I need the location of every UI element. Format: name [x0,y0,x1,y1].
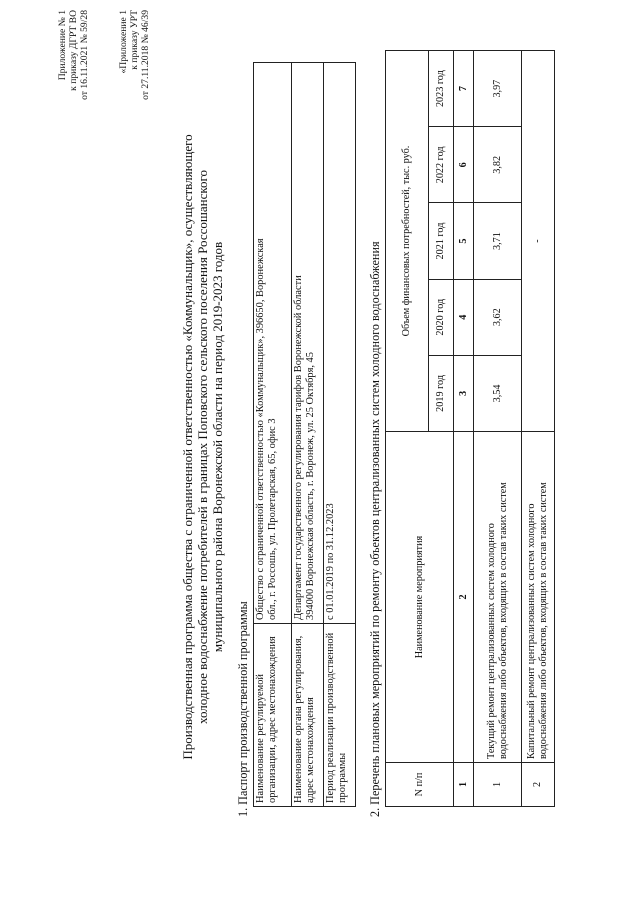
title-line: муниципального района Воронежской области на период 2019-2023 годов [210,241,225,653]
appendix-old-line: «Приложение 1 [118,10,129,74]
passport-label-line: Наименование регулируемой [255,674,266,803]
passport-row [292,63,324,807]
measures-table [385,50,555,807]
index-cell: 4 [454,279,474,355]
appendix-current-line: от 16.11.2021 № 59/28 [79,10,90,100]
col-need-header: Объем финансовых потребностей, тыс. руб. [386,51,429,432]
passport-row [324,63,356,807]
col-name-header: Наименование мероприятия [386,432,454,763]
passport-label-line: Период реализации производственной [325,632,336,803]
measure-name [522,432,555,763]
passport-label-line: адрес местонахождения [305,697,316,803]
year-header: 2020 год [429,279,454,355]
measures-heading: 2. Перечень плановых мероприятий по ремонту объектов централизованных систем холодного водоснабжения [368,241,382,817]
measure-name [474,432,522,763]
measure-name-line: Капитальный ремонт централизованных систем холодного [526,503,537,759]
year-header: 2022 год [429,127,454,203]
passport-value [254,63,292,624]
passport-value-line: обл., г. Россошь, ул. Пролетарская, 65, офис 3 [267,418,278,620]
passport-label [324,624,356,807]
passport-heading: 1. Паспорт производственной программы [236,601,250,817]
passport-value [324,63,356,624]
document-title [180,97,225,797]
measure-value: 3,82 [474,127,522,203]
measure-num: 1 [474,763,522,807]
appendix-current-line: к приказу ДГРТ ВО [68,10,79,91]
measure-value: 3,62 [474,279,522,355]
passport-label [292,624,324,807]
year-header: 2019 год [429,355,454,431]
passport-row [254,63,292,807]
measure-value: 3,71 [474,203,522,279]
measure-value: 3,97 [474,51,522,127]
appendix-current [57,10,90,160]
measure-num: 2 [522,763,555,807]
title-line: Производственная программа общества с ограниченной ответственностью «Коммунальщик», осуществляющего [180,134,195,760]
measure-name-line: водоснабжения либо объектов, входящих в состав таких систем [538,482,549,759]
year-header: 2021 год [429,203,454,279]
measure-row [522,51,555,807]
appendix-old-line: к приказу УРТ [129,10,140,70]
appendix-old-line: от 27.11.2018 № 46/39 [140,10,151,100]
measure-merged-value: - [522,51,555,432]
passport-value-line: с 01.01.2019 по 31.12.2023 [325,503,336,620]
index-cell: 1 [454,763,474,807]
passport-table [253,62,356,807]
passport-label-line: Наименование органа регулирования, [293,635,304,803]
index-cell: 2 [454,432,474,763]
index-cell: 6 [454,127,474,203]
measures-index-row [454,51,474,807]
measure-name-line: Текущий ремонт централизованных систем холодного [485,523,497,759]
measures-header-row [386,51,429,807]
passport-value [292,63,324,624]
index-cell: 5 [454,203,474,279]
measure-row [474,51,522,807]
passport-value-line: Департамент государственного регулирования тарифов Воронежской области [293,275,304,620]
passport-label-line: программы [337,752,348,803]
index-cell: 7 [454,51,474,127]
year-header: 2023 год [429,51,454,127]
title-line: холодное водоснабжение потребителей в границах Поповского сельского поселения Россошанского [195,169,210,725]
passport-value-line: Общество с ограниченной ответственностью «Коммунальщик», 396650, Воронежская [255,238,266,620]
passport-value-line: 394000 Воронежская область, г. Воронеж, ул. 25 Октября, 45 [305,352,316,620]
measure-value: 3,54 [474,355,522,431]
passport-label-line: организации, адрес местонахождения [267,636,278,803]
measure-name-line: водоснабжения либо объектов, входящих в состав таких систем [497,482,509,759]
appendix-old [118,10,151,160]
index-cell: 3 [454,355,474,431]
col-num-header: N п/п [386,763,454,807]
appendix-current-line: Приложение № 1 [57,10,68,81]
passport-label [254,624,292,807]
